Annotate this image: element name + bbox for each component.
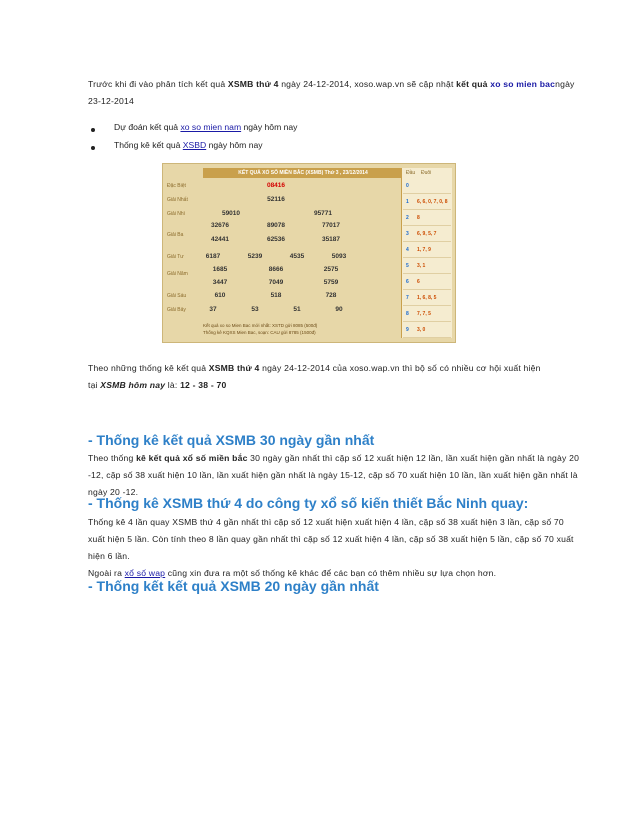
fifth-prize: 2575 (323, 266, 339, 273)
xsbd-link[interactable]: XSBD (182, 140, 207, 150)
intro-ket-qua: kết quả (456, 79, 491, 89)
fifth-prize: 7049 (268, 279, 284, 286)
dau-row: 6 6 (403, 276, 451, 290)
third-prize: 35187 (321, 236, 341, 243)
sixth-prize: 728 (325, 292, 337, 299)
heading-30-days: - Thống kê kết quả XSMB 30 ngày gần nhất (88, 432, 375, 448)
seventh-prize: 37 (209, 306, 217, 313)
bullet-text-1: Dự đoán kết quả xo so mien nam ngày hôm nay (114, 122, 298, 132)
third-prize: 62536 (266, 236, 286, 243)
dau-row: 3 6, 9, 5, 7 (403, 228, 451, 242)
sixth-prize: 610 (214, 292, 226, 299)
dau-row: 8 7, 7, 5 (403, 308, 451, 322)
label-special: Đặc Biệt (167, 183, 186, 189)
heading-bac-ninh: - Thống kê XSMB thứ 4 do công ty xổ số kiến thiết Bắc Ninh quay: (88, 495, 529, 511)
seventh-prize: 51 (293, 306, 301, 313)
fifth-prize: 5759 (323, 279, 339, 286)
fifth-prize: 3447 (212, 279, 228, 286)
xo-so-wap-link[interactable]: xổ số wap (124, 568, 166, 578)
analysis-paragraph: Theo những thống kê kết quả XSMB thứ 4 ngày 24-12-2014 của xoso.wap.vn thì bộ số có nhiều cơ hội xuất hiện tại XSMB hôm nay là: 12 - 38 - 70 (88, 363, 541, 390)
paragraph-more: Ngoài ra xổ số wap cũng xin đưa ra một số thống kê khác để các bạn có thêm nhiều sự lựa chọn hơn. (88, 568, 497, 578)
dau-row: 1 6, 6, 0, 7, 0, 8 (403, 196, 451, 210)
second-prize: 95771 (313, 210, 333, 217)
label-fourth: Giải Tư (167, 254, 184, 260)
lottery-header: KẾT QUẢ XỔ SỐ MIỀN BẮC (XSMB) Thứ 3 , 23/12/2014 (203, 168, 403, 178)
third-prize: 89078 (266, 222, 286, 229)
label-second: Giải Nhì (167, 211, 186, 217)
dau-row: 9 3, 0 (403, 324, 451, 338)
label-third: Giải Ba (167, 232, 184, 238)
fifth-prize: 8666 (268, 266, 284, 273)
duoi-header: Đuôi (421, 170, 432, 176)
lottery-results-image (162, 163, 456, 343)
bullet-icon (91, 146, 95, 150)
dau-row: 5 3, 1 (403, 260, 451, 274)
fourth-prize: 5093 (331, 253, 347, 260)
label-fifth: Giải Năm (167, 271, 188, 277)
dau-row: 2 8 (403, 212, 451, 226)
xo-so-mien-nam-link[interactable]: xo so mien nam (180, 122, 242, 132)
intro-paragraph (88, 76, 580, 110)
heading-20-days: - Thống kết kết quả XSMB 20 ngày gần nhất (88, 578, 379, 594)
paragraph-30-days: Theo thống kê kết quả xổ số miền bắc 30 ngày gần nhất thì cặp số 12 xuất hiện 12 lần, lần xuất hiện gần nhất là ngày 20 -12, cặp số 38 xuất hiện 10 lần, lần xuất hiện gần nhất là ngày 15-12, cặp số 70 xuất hiện 10 lần, lần xuất hiện gần nhất là ngày 20 -12. (88, 453, 580, 497)
seventh-prize: 90 (335, 306, 343, 313)
fourth-prize: 4535 (289, 253, 305, 260)
fourth-prize: 5239 (247, 253, 263, 260)
label-first: Giải Nhất (167, 197, 188, 203)
special-prize: 08416 (266, 182, 286, 189)
label-seventh: Giải Bảy (167, 307, 186, 313)
third-prize: 77017 (321, 222, 341, 229)
intro-xsmb: XSMB thứ 4 (227, 79, 279, 89)
label-sixth: Giải Sáu (167, 293, 187, 299)
lottery-footer: Kết quả xo so Mien Bac mới nhất: XSTD gửi 8085 (500đ) Thống kê KQXS Mien Bac, soạn: CAU gửi 8785 (1500đ) (203, 323, 318, 335)
second-prize: 59010 (221, 210, 241, 217)
dau-row: 4 1, 7, 9 (403, 244, 451, 258)
intro-date: ngày 23-12-2014 (88, 79, 575, 106)
intro-text-2: ngày 24-12-2014, xoso.wap.vn sẽ cập nhật (278, 79, 457, 89)
bullet-text-2: Thống kê kết quả XSBD ngày hôm nay (114, 140, 263, 150)
intro-xsmb-link[interactable]: xo so mien bac (490, 79, 556, 89)
dau-row: 0 (403, 180, 451, 194)
fourth-prize: 6187 (205, 253, 221, 260)
predicted-numbers: 12 - 38 - 70 (180, 380, 227, 390)
fifth-prize: 1685 (212, 266, 228, 273)
dau-header: Đầu (406, 170, 416, 176)
intro-text: Trước khi đi vào phân tích kết quả (88, 79, 228, 89)
seventh-prize: 53 (251, 306, 259, 313)
first-prize: 52116 (267, 196, 285, 203)
third-prize: 32676 (210, 222, 230, 229)
paragraph-bac-ninh: Thống kê 4 lần quay XSMB thứ 4 gần nhất thì cặp số 12 xuất hiện xuất hiện 4 lần, cặp số 38 xuất hiện 3 lần, cặp số 70 xuất hiện 5 lần. Còn tính theo 8 lần quay gần nhất thì cặp số 12 xuất hiện 4 lần, cặp số 38 xuất hiện 5 lần, cặp số 70 xuất hiện 6 lần. (88, 517, 574, 561)
dau-row: 7 1, 6, 8, 5 (403, 292, 451, 306)
sixth-prize: 518 (270, 292, 282, 299)
third-prize: 42441 (210, 236, 230, 243)
bullet-icon (91, 128, 95, 132)
